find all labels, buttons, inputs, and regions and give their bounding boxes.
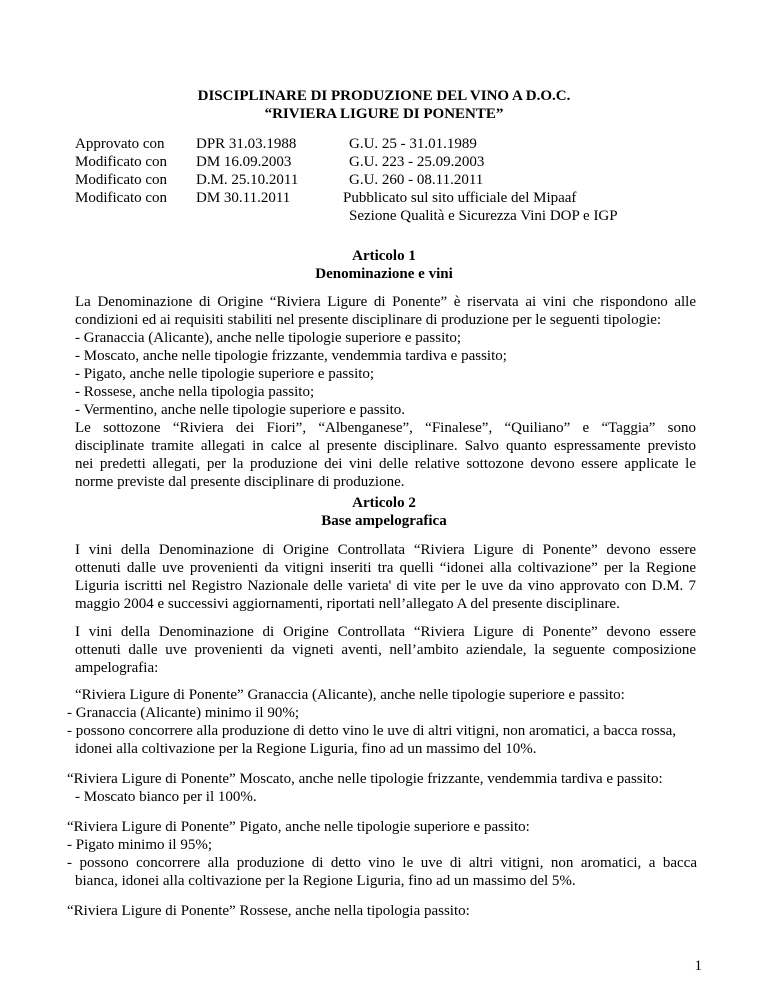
approval-gazette: Pubblicato sul sito ufficiale del Mipaaf xyxy=(343,190,577,206)
moscato-heading: “Riviera Ligure di Ponente” Moscato, anche nelle tipologie frizzante, vendemmia tardiva e passito: xyxy=(67,771,663,787)
document-title-line2: “RIVIERA LIGURE DI PONENTE” xyxy=(264,106,504,122)
list-item: - Pigato, anche nelle tipologie superiore e passito; xyxy=(75,366,375,382)
article2-heading: Articolo 2 xyxy=(352,495,416,511)
article1-heading: Articolo 1 xyxy=(352,248,416,264)
page-number: 1 xyxy=(694,958,702,974)
text-line: ottenuti dalle uve provenienti da vigneti aventi, nell’ambito aziendale, la seguente composizione xyxy=(75,642,696,658)
list-item: - Moscato, anche nelle tipologie frizzante, vendemmia tardiva e passito; xyxy=(75,348,507,364)
approval-act: DM 30.11.2011 xyxy=(196,190,291,206)
text-line: I vini della Denominazione di Origine Controllata “Riviera Ligure di Ponente” devono essere xyxy=(75,542,696,558)
article1-subheading: Denominazione e vini xyxy=(315,266,453,282)
approval-extra: Sezione Qualità e Sicurezza Vini DOP e IGP xyxy=(349,208,618,224)
list-item-continuation: bianca, idonei alla coltivazione per la Regione Liguria, fino ad un massimo del 5%. xyxy=(75,873,576,889)
text-line: La Denominazione di Origine “Riviera Ligure di Ponente” è riservata ai vini che rispondono alle xyxy=(75,294,696,310)
approval-gazette: G.U. 260 - 08.11.2011 xyxy=(349,172,484,188)
list-item: - Rossese, anche nella tipologia passito; xyxy=(75,384,315,400)
text-line: ampelografia: xyxy=(75,660,159,676)
text-line: I vini della Denominazione di Origine Controllata “Riviera Ligure di Ponente” devono essere xyxy=(75,624,696,640)
text-line: disciplinate tramite allegati in calce al presente disciplinare. Salvo quanto espressamente previsto xyxy=(75,438,696,454)
document-title-line1: DISCIPLINARE DI PRODUZIONE DEL VINO A D.O.C. xyxy=(197,88,571,104)
list-item xyxy=(67,854,697,872)
approval-gazette: G.U. 223 - 25.09.2003 xyxy=(349,154,485,170)
article2-paragraph-2 xyxy=(75,623,696,677)
text-line: Liguria iscritti nel Registro Nazionale delle varieta' di vite per le uve da vino approvato con D.M. 7 xyxy=(75,578,696,594)
list-item: - Moscato bianco per il 100%. xyxy=(75,789,257,805)
list-item: - Pigato minimo il 95%; xyxy=(67,837,212,853)
rossese-heading: “Riviera Ligure di Ponente” Rossese, anche nella tipologia passito: xyxy=(67,903,470,919)
text-line: - possono concorrere alla produzione di detto vino le uve di altri vitigni, non aromatici, a bacca xyxy=(67,855,697,871)
text-line: maggio 2004 e successivi aggiornamenti, riportati nell’allegato A del presente disciplinare. xyxy=(75,596,620,612)
approval-act: DM 16.09.2003 xyxy=(196,154,292,170)
list-item: - Granaccia (Alicante), anche nelle tipologie superiore e passito; xyxy=(75,330,462,346)
approval-label: Modificato con xyxy=(75,172,168,188)
list-item: - Granaccia (Alicante) minimo il 90%; xyxy=(67,705,299,721)
list-item: - possono concorrere alla produzione di detto vino le uve di altri vitigni, non aromatici, a bacca rossa, xyxy=(67,723,676,739)
text-line: condizioni ed ai requisiti stabiliti nel presente disciplinare di produzione per le seguenti tipologie: xyxy=(75,312,662,328)
text-line: Le sottozone “Riviera dei Fiori”, “Albenganese”, “Finalese”, “Quiliano” e “Taggia” sono xyxy=(75,420,696,436)
granaccia-heading: “Riviera Ligure di Ponente” Granaccia (Alicante), anche nelle tipologie superiore e passito: xyxy=(75,687,625,703)
approval-label: Approvato con xyxy=(75,136,165,152)
list-item-continuation: idonei alla coltivazione per la Regione Liguria, fino ad un massimo del 10%. xyxy=(75,741,537,757)
list-item: - Vermentino, anche nelle tipologie superiore e passito. xyxy=(75,402,406,418)
article2-paragraph-1 xyxy=(75,541,696,613)
approval-label: Modificato con xyxy=(75,154,168,170)
approval-label: Modificato con xyxy=(75,190,168,206)
approval-act: DPR 31.03.1988 xyxy=(196,136,297,152)
approval-gazette: G.U. 25 - 31.01.1989 xyxy=(349,136,477,152)
text-line: norme previste dal presente disciplinare di produzione. xyxy=(75,474,405,490)
approval-act: D.M. 25.10.2011 xyxy=(196,172,299,188)
article1-body xyxy=(75,293,696,491)
pigato-heading: “Riviera Ligure di Ponente” Pigato, anche nelle tipologie superiore e passito: xyxy=(67,819,530,835)
text-line: nei predetti allegati, per la produzione dei vini delle relative sottozone devono essere applicate le xyxy=(75,456,696,472)
text-line: ottenuti dalle uve provenienti da vitigni inseriti tra quelli “idonei alla coltivazione” per la Regione xyxy=(75,560,696,576)
article2-subheading: Base ampelografica xyxy=(321,513,447,529)
